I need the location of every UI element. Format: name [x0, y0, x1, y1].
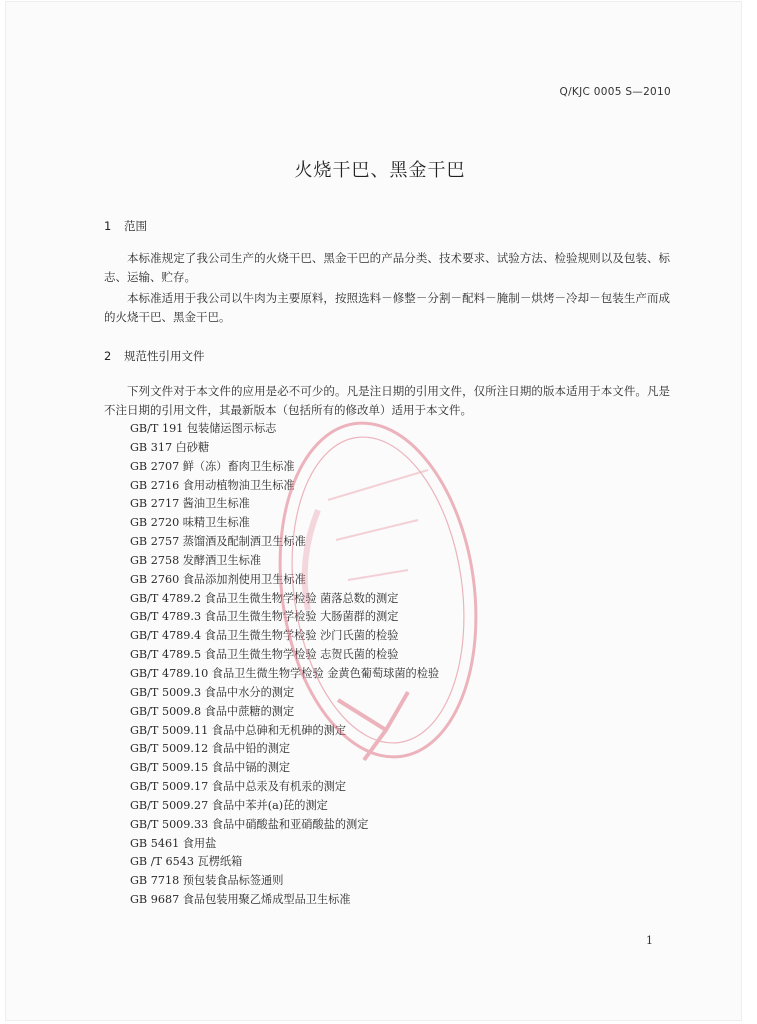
- reference-item: GB 2757 蒸馏酒及配制酒卫生标准: [130, 535, 306, 549]
- reference-item: GB 2717 酱油卫生标准: [130, 497, 250, 511]
- reference-item: GB 2707 鲜（冻）畜肉卫生标准: [130, 459, 295, 473]
- reference-item: GB 5461 食用盐: [130, 836, 217, 850]
- scope-paragraph-2: 本标准适用于我公司以牛肉为主要原料，按照选料－修整－分割－配料－腌制－烘烤－冷却－包装生产而成的火烧干巴、黑金干巴。: [104, 291, 670, 324]
- scope-paragraph-1: 本标准规定了我公司生产的火烧干巴、黑金干巴的产品分类、技术要求、试验方法、检验规则以及包装、标志、运输、贮存。: [104, 251, 670, 284]
- reference-item: GB/T 5009.3 食品中水分的测定: [130, 685, 295, 699]
- document-code: Q/KJC 0005 S—2010: [559, 86, 671, 98]
- reference-item: GB 2760 食品添加剂使用卫生标准: [130, 572, 306, 586]
- page-number: 1: [646, 934, 653, 947]
- reference-item: GB/T 5009.33 食品中硝酸盐和亚硝酸盐的测定: [130, 817, 369, 831]
- seal-stamp: [268, 410, 488, 770]
- reference-item: GB 9687 食品包装用聚乙烯成型品卫生标准: [130, 893, 351, 907]
- reference-item: GB/T 4789.5 食品卫生微生物学检验 志贺氏菌的检验: [130, 648, 399, 662]
- reference-item: GB 2720 味精卫生标准: [130, 516, 250, 530]
- page-title: 火烧干巴、黑金干巴: [294, 160, 466, 181]
- reference-item: GB /T 6543 瓦楞纸箱: [130, 855, 243, 869]
- reference-item: GB/T 5009.8 食品中蔗糖的测定: [130, 704, 295, 718]
- reference-item: GB/T 4789.4 食品卫生微生物学检验 沙门氏菌的检验: [130, 629, 399, 643]
- reference-item: GB 317 白砂糖: [130, 440, 210, 454]
- reference-item: GB/T 5009.27 食品中苯并(a)芘的测定: [130, 798, 328, 812]
- section-1-title: 范围: [124, 219, 147, 233]
- reference-item: GB/T 191 包装储运图示标志: [130, 422, 277, 435]
- reference-item: GB/T 5009.17 食品中总汞及有机汞的测定: [130, 780, 347, 794]
- reference-item: GB 2758 发酵酒卫生标准: [130, 553, 262, 567]
- reference-item: GB/T 5009.15 食品中镉的测定: [130, 761, 291, 775]
- reference-item: GB/T 4789.3 食品卫生微生物学检验 大肠菌群的测定: [130, 610, 399, 624]
- reference-item: GB/T 5009.12 食品中铅的测定: [130, 742, 291, 756]
- section-2-heading: [104, 348, 205, 364]
- section-2-title: 规范性引用文件: [124, 349, 205, 363]
- reference-item: GB/T 4789.2 食品卫生微生物学检验 菌落总数的测定: [130, 591, 399, 605]
- section-2-number: 2: [104, 349, 112, 363]
- reference-item: GB 7718 预包装食品标签通则: [130, 874, 284, 888]
- section-1-number: 1: [104, 219, 112, 233]
- reference-item: GB 2716 食用动植物油卫生标准: [130, 478, 295, 492]
- section-1-heading: [104, 218, 147, 234]
- references-intro-paragraph: 下列文件对于本文件的应用是必不可少的。凡是注日期的引用文件，仅所注日期的版本适用于本文件。凡是不注日期的引用文件，其最新版本（包括所有的修改单）适用于本文件。: [104, 384, 670, 417]
- reference-item: GB/T 5009.11 食品中总砷和无机砷的测定: [130, 723, 347, 737]
- reference-item: GB/T 4789.10 食品卫生微生物学检验 金黄色葡萄球菌的检验: [130, 666, 440, 680]
